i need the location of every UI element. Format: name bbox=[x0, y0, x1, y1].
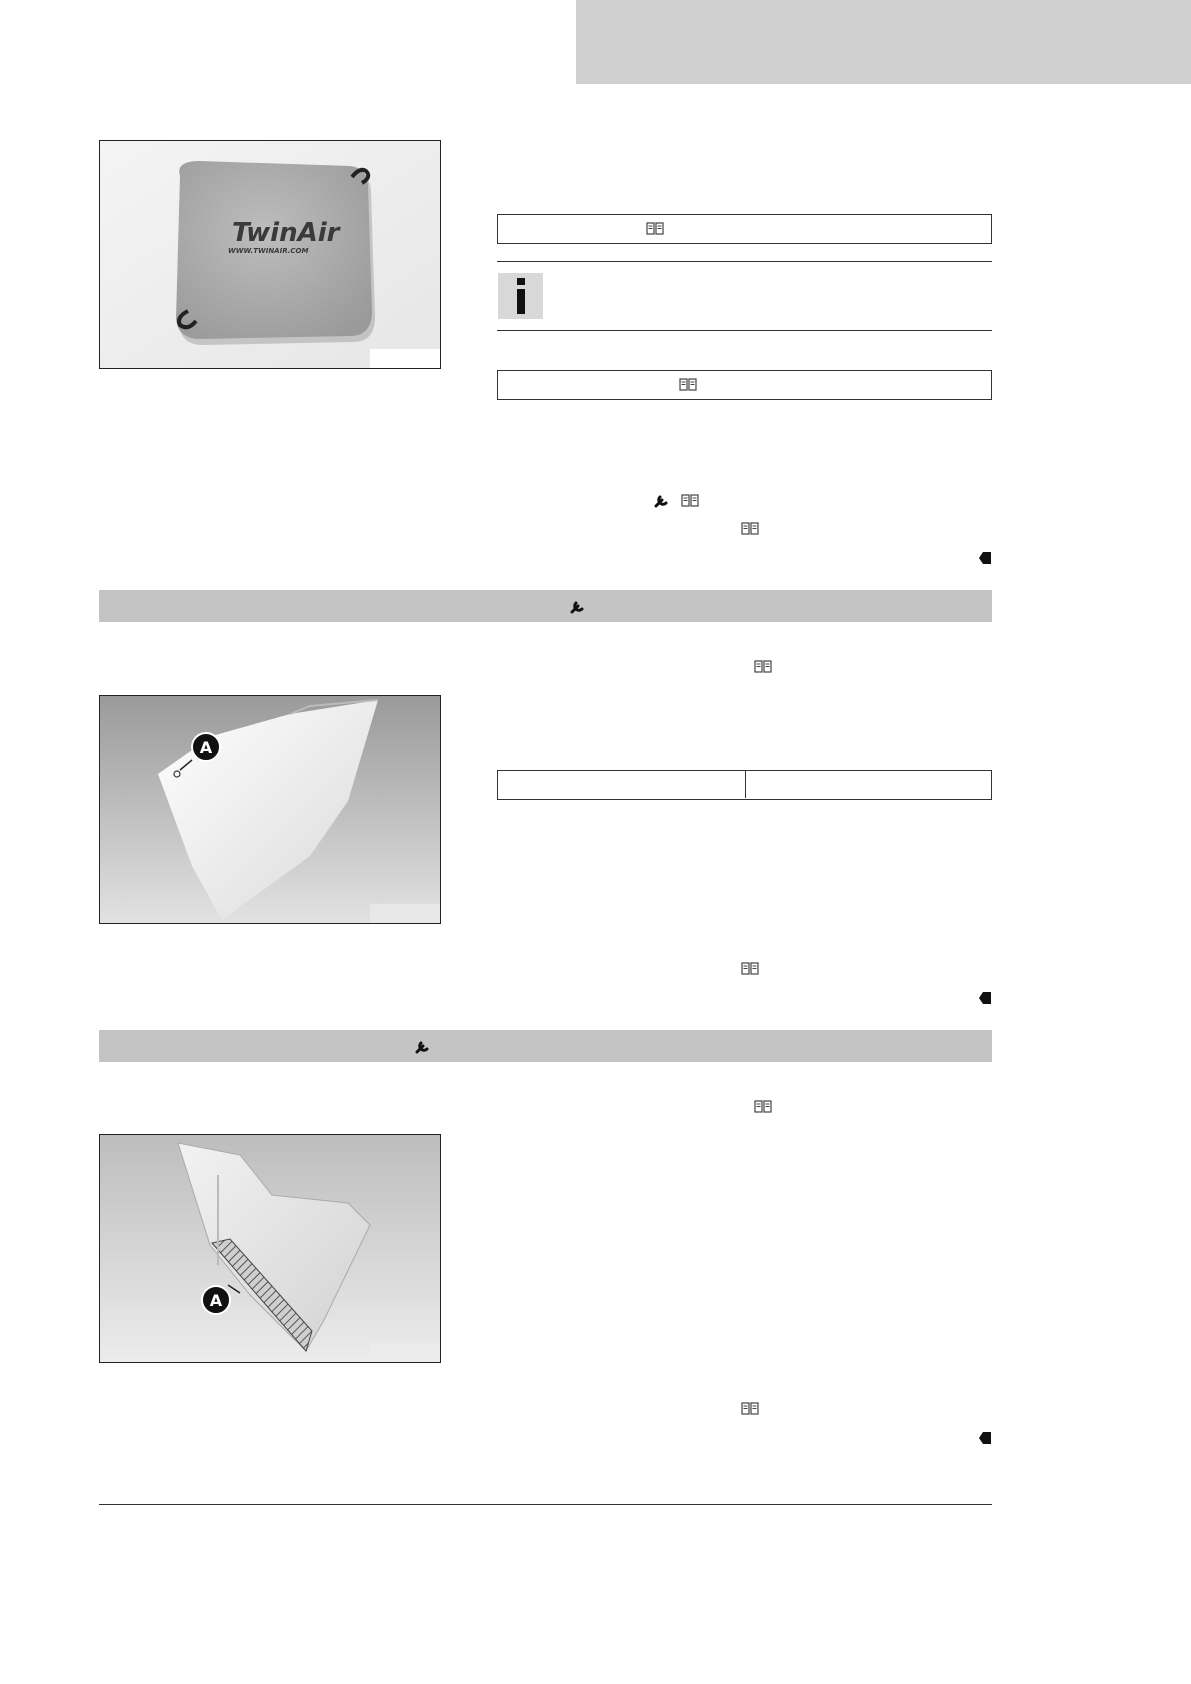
manual-icon bbox=[740, 519, 760, 539]
manual-icon bbox=[645, 219, 665, 239]
end-marker-icon bbox=[979, 991, 991, 1003]
spec-box-2 bbox=[497, 370, 992, 400]
wrench-icon bbox=[569, 598, 587, 616]
header-band bbox=[576, 0, 1191, 84]
spec-table bbox=[497, 770, 992, 800]
end-marker-icon bbox=[979, 551, 991, 563]
brand-url-text: WWW.TWINAIR.COM bbox=[228, 247, 309, 255]
section-bar-1 bbox=[99, 590, 992, 622]
wrench-icon bbox=[414, 1038, 432, 1056]
manual-icon bbox=[740, 1399, 760, 1419]
end-marker-icon bbox=[979, 1431, 991, 1443]
photo-air-filter bbox=[99, 140, 441, 369]
wrench-icon bbox=[652, 491, 672, 511]
callout-a: A bbox=[209, 1291, 223, 1310]
note-rule-bottom bbox=[497, 330, 992, 331]
table-divider bbox=[745, 771, 746, 798]
manual-icon bbox=[680, 491, 700, 511]
manual-icon bbox=[740, 959, 760, 979]
info-icon bbox=[498, 273, 543, 319]
footer-rule bbox=[99, 1504, 992, 1505]
manual-icon bbox=[753, 1097, 773, 1117]
photo-side-cover-inner bbox=[99, 1134, 441, 1363]
brand-logo-text: TwinAir bbox=[232, 218, 340, 248]
manual-icon bbox=[678, 375, 698, 395]
section-bar-2 bbox=[99, 1030, 992, 1062]
callout-a: A bbox=[199, 738, 213, 757]
photo-side-cover bbox=[99, 695, 441, 924]
spec-box-1 bbox=[497, 214, 992, 244]
manual-icon bbox=[753, 657, 773, 677]
note-rule-top bbox=[497, 261, 992, 262]
